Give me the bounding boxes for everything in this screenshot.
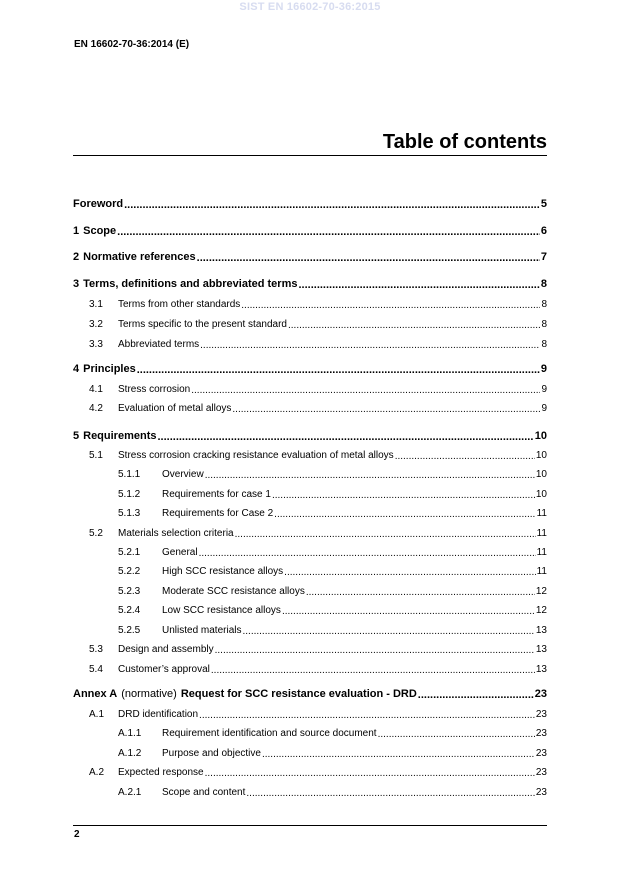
watermark: SIST EN 16602-70-36:2015 — [239, 1, 381, 13]
toc-entry-page: 23 — [535, 748, 547, 759]
toc-entry-page: 11 — [536, 566, 547, 577]
toc-entry-label: Foreword — [73, 198, 124, 210]
toc-entry-page: 13 — [535, 625, 547, 636]
toc-entry[interactable] — [73, 489, 547, 505]
toc-entry[interactable] — [73, 528, 547, 544]
toc-entry-number: 4 — [73, 363, 80, 375]
toc-entry-label: Request for SCC resistance evaluation - DRD — [180, 688, 417, 700]
dot-leader — [211, 667, 535, 677]
dot-leader — [215, 647, 535, 657]
toc-entry-page: 8 — [540, 278, 547, 290]
toc-entry-label: Terms specific to the present standard — [118, 319, 287, 330]
page-number: 2 — [74, 829, 80, 840]
toc-entry[interactable] — [73, 299, 547, 315]
toc-entry[interactable] — [73, 586, 547, 602]
toc-entry[interactable] — [73, 198, 547, 214]
toc-entry-label: Evaluation of metal alloys — [118, 403, 232, 414]
toc-entry-label: Requirements for case 1 — [162, 489, 271, 500]
dot-leader — [205, 770, 535, 780]
toc-entry-page: 9 — [541, 384, 547, 395]
toc-entry-label: General — [162, 547, 198, 558]
toc-entry-label: Stress corrosion — [118, 384, 191, 395]
toc-entry[interactable] — [73, 403, 547, 419]
dot-leader — [241, 302, 540, 312]
toc-entry-page: 8 — [541, 339, 547, 350]
toc-entry-number: 3 — [73, 278, 80, 290]
toc-entry-label: Abbreviated terms — [118, 339, 200, 350]
toc-entry-number: 5.1 — [89, 450, 103, 461]
dot-leader — [378, 731, 535, 741]
toc-entry-number: 3.1 — [89, 299, 103, 310]
dot-leader — [288, 322, 540, 332]
toc-entry-number: Annex A — [73, 688, 118, 700]
toc-entry-number: 1 — [73, 225, 80, 237]
toc-entry-page: 10 — [534, 430, 547, 442]
toc-entry-label: Principles — [83, 363, 136, 375]
dot-leader — [197, 254, 540, 264]
toc-entry[interactable] — [73, 450, 547, 466]
dot-leader — [199, 712, 535, 722]
toc-entry[interactable] — [73, 728, 547, 744]
dot-leader — [418, 691, 534, 701]
toc-entry-label: Materials selection criteria — [118, 528, 234, 539]
toc-entry[interactable] — [73, 251, 547, 267]
toc-entry-number: 5.3 — [89, 644, 103, 655]
toc-entry-label: DRD identification — [118, 709, 199, 720]
toc-entry-page: 11 — [536, 528, 547, 539]
toc-entry[interactable] — [73, 787, 547, 803]
toc-entry-number: A.1 — [89, 709, 105, 720]
toc-entry-number: 5.1.2 — [118, 489, 141, 500]
toc-entry-page: 23 — [535, 787, 547, 798]
dot-leader — [298, 281, 539, 291]
toc-entry-page: 23 — [535, 767, 547, 778]
dot-leader — [282, 608, 535, 618]
toc-entry[interactable] — [73, 605, 547, 621]
toc-entry-page: 11 — [536, 508, 547, 519]
toc-entry-page: 23 — [534, 688, 547, 700]
toc-entry-page: 13 — [535, 664, 547, 675]
dot-leader — [235, 531, 536, 541]
toc-entry[interactable] — [73, 547, 547, 563]
dot-leader — [242, 628, 534, 638]
title-divider — [73, 155, 547, 156]
toc-entry-page: 12 — [535, 586, 547, 597]
toc-entry-number: 5.2.4 — [118, 605, 141, 616]
toc-entry-label: Low SCC resistance alloys — [162, 605, 281, 616]
toc-entry-number: A.2 — [89, 767, 105, 778]
dot-leader — [117, 228, 540, 238]
toc-entry-annex-type: (normative) — [121, 688, 177, 700]
toc-entry-label: Terms, definitions and abbreviated terms — [83, 278, 298, 290]
dot-leader — [191, 387, 540, 397]
toc-entry-label: Purpose and objective — [162, 748, 261, 759]
toc-entry-label: Customer’s approval — [118, 664, 210, 675]
toc-entry-number: 3.2 — [89, 319, 103, 330]
toc-entry-page: 6 — [540, 225, 547, 237]
toc-entry-label: Stress corrosion cracking resistance evaluation of metal alloys — [118, 450, 394, 461]
dot-leader — [306, 589, 535, 599]
toc-entry-number: 3.3 — [89, 339, 103, 350]
toc-entry-number: 2 — [73, 251, 80, 263]
toc-entry-label: Design and assembly — [118, 644, 214, 655]
toc-entry-number: A.2.1 — [118, 787, 142, 798]
toc-entry-number: 5.1.3 — [118, 508, 141, 519]
dot-leader — [246, 790, 534, 800]
toc-entry-number: A.1.2 — [118, 748, 142, 759]
toc-entry[interactable] — [73, 363, 547, 379]
dot-leader — [272, 492, 535, 502]
toc-entry[interactable] — [73, 319, 547, 335]
dot-leader — [274, 511, 535, 521]
toc-entry-page: 10 — [535, 450, 547, 461]
toc-entry-page: 8 — [541, 299, 547, 310]
toc-entry[interactable] — [73, 625, 547, 641]
toc-entry-number: 5.2 — [89, 528, 103, 539]
toc-entry-label: High SCC resistance alloys — [162, 566, 284, 577]
toc-entry[interactable] — [73, 767, 547, 783]
dot-leader — [157, 433, 533, 443]
toc-entry-page: 11 — [536, 547, 547, 558]
toc-entry-page: 10 — [535, 489, 547, 500]
toc-entry[interactable] — [73, 430, 547, 446]
toc-entry-number: A.1.1 — [118, 728, 142, 739]
footer-divider — [73, 825, 547, 826]
toc-entry-page: 13 — [535, 644, 547, 655]
toc-entry[interactable] — [73, 278, 547, 294]
toc-entry-page: 9 — [540, 363, 547, 375]
toc-entry[interactable] — [73, 644, 547, 660]
dot-leader — [262, 751, 535, 761]
toc-entry-label: Overview — [162, 469, 204, 480]
toc-entry[interactable] — [73, 339, 547, 355]
toc-entry-label: Moderate SCC resistance alloys — [162, 586, 305, 597]
dot-leader — [232, 406, 540, 416]
toc-entry[interactable] — [73, 384, 547, 400]
toc-entry-page: 8 — [541, 319, 547, 330]
toc-entry-number: 5.1.1 — [118, 469, 141, 480]
dot-leader — [395, 453, 535, 463]
toc-entry-number: 5.4 — [89, 664, 103, 675]
toc-entry-page: 23 — [535, 709, 547, 720]
dot-leader — [205, 472, 535, 482]
toc-entry-number: 4.2 — [89, 403, 103, 414]
dot-leader — [137, 366, 540, 376]
toc-entry-page: 7 — [540, 251, 547, 263]
dot-leader — [200, 342, 540, 352]
page-title: Table of contents — [382, 131, 547, 153]
toc-entry-page: 10 — [535, 469, 547, 480]
toc-entry-label: Terms from other standards — [118, 299, 241, 310]
toc-entry[interactable] — [73, 709, 547, 725]
toc-entry[interactable] — [73, 688, 547, 704]
dot-leader — [124, 201, 540, 211]
toc-entry-label: Expected response — [118, 767, 204, 778]
toc-entry[interactable] — [73, 748, 547, 764]
toc-entry-number: 5.2.5 — [118, 625, 141, 636]
toc-entry-label: Requirements — [83, 430, 157, 442]
toc-entry-number: 5.2.3 — [118, 586, 141, 597]
toc-entry-number: 5.2.1 — [118, 547, 141, 558]
toc-entry-number: 5 — [73, 430, 80, 442]
toc-entry-page: 23 — [535, 728, 547, 739]
toc-entry[interactable] — [73, 225, 547, 241]
toc-entry-page: 5 — [540, 198, 547, 210]
toc-entry-label: Normative references — [83, 251, 196, 263]
toc-entry-page: 9 — [541, 403, 547, 414]
toc-entry[interactable] — [73, 508, 547, 524]
toc-entry-number: 4.1 — [89, 384, 103, 395]
dot-leader — [284, 569, 535, 579]
toc-entry-label: Scope — [83, 225, 117, 237]
toc-entry-label: Requirement identification and source document — [162, 728, 377, 739]
toc-entry[interactable] — [73, 566, 547, 582]
toc-entry-label: Scope and content — [162, 787, 246, 798]
toc-entry-page: 12 — [535, 605, 547, 616]
toc-entry[interactable] — [73, 664, 547, 680]
toc-entry[interactable] — [73, 469, 547, 485]
document-id: EN 16602-70-36:2014 (E) — [74, 39, 190, 50]
toc-entry-number: 5.2.2 — [118, 566, 141, 577]
toc-entry-label: Unlisted materials — [162, 625, 242, 636]
dot-leader — [199, 550, 536, 560]
toc-entry-label: Requirements for Case 2 — [162, 508, 274, 519]
